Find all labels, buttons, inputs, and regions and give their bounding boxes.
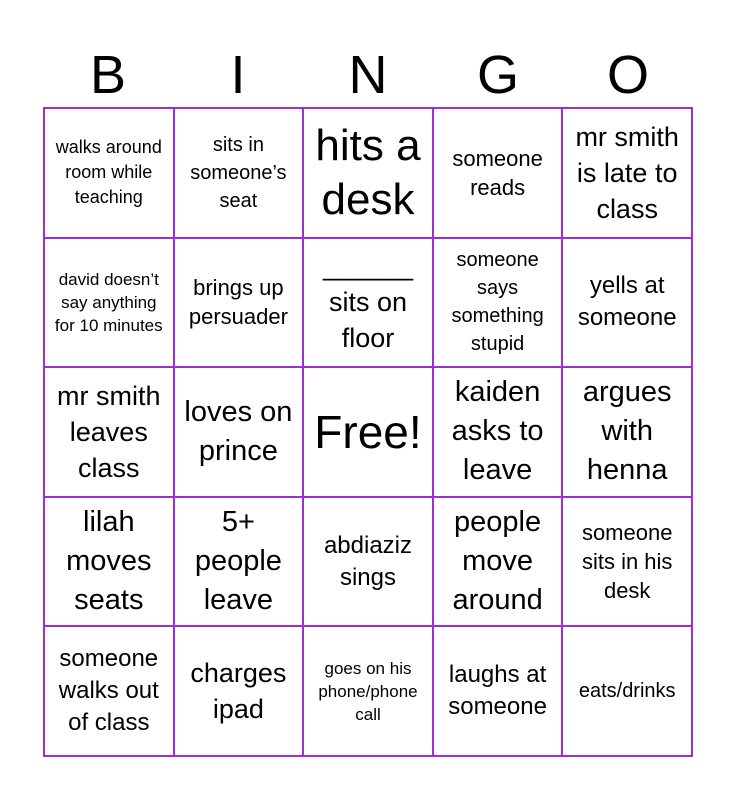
cell-text: charges ipad bbox=[190, 658, 287, 725]
cell-text: sits in someone’s seat bbox=[190, 133, 287, 212]
bingo-cell[interactable] bbox=[304, 627, 434, 757]
bingo-cell[interactable] bbox=[563, 627, 693, 757]
bingo-cell[interactable] bbox=[175, 498, 305, 628]
header-letter-g: G bbox=[476, 45, 519, 105]
cell-text: people move around bbox=[452, 506, 543, 617]
free-space-text: Free! bbox=[314, 405, 422, 458]
cell-text: someone says something stupid bbox=[451, 249, 544, 356]
bingo-cell[interactable] bbox=[175, 368, 305, 498]
bingo-cell[interactable] bbox=[45, 109, 175, 239]
cell-text: yells at someone bbox=[577, 272, 677, 332]
bingo-cell[interactable] bbox=[175, 109, 305, 239]
cell-text: ______ sits on floor bbox=[322, 251, 414, 354]
header-letter-i: I bbox=[230, 45, 246, 105]
header-letter-o: O bbox=[606, 45, 649, 105]
cell-text: loves on prince bbox=[184, 395, 293, 467]
bingo-header bbox=[43, 44, 693, 106]
cell-text: hits a desk bbox=[315, 120, 421, 224]
free-space[interactable] bbox=[304, 368, 434, 498]
bingo-cell[interactable] bbox=[304, 498, 434, 628]
cell-text: someone reads bbox=[452, 145, 543, 200]
cell-text: goes on his phone/phone call bbox=[318, 658, 418, 724]
bingo-cell[interactable] bbox=[304, 109, 434, 239]
cell-text: abdiaziz sings bbox=[323, 531, 413, 591]
bingo-cell[interactable] bbox=[45, 368, 175, 498]
bingo-cell[interactable] bbox=[563, 109, 693, 239]
cell-text: 5+ people leave bbox=[194, 506, 282, 617]
cell-text: brings up persuader bbox=[188, 275, 288, 330]
cell-text: mr smith leaves class bbox=[57, 380, 161, 483]
bingo-cell[interactable] bbox=[434, 498, 564, 628]
cell-text: mr smith is late to class bbox=[575, 121, 679, 224]
header-letter-b: B bbox=[89, 45, 127, 105]
bingo-board bbox=[43, 107, 693, 757]
cell-text: laughs at someone bbox=[448, 661, 547, 721]
bingo-cell[interactable] bbox=[175, 627, 305, 757]
bingo-cell[interactable] bbox=[304, 239, 434, 369]
cell-text: kaiden asks to leave bbox=[451, 376, 544, 487]
bingo-cell[interactable] bbox=[563, 498, 693, 628]
cell-text: walks around room while teaching bbox=[55, 137, 162, 208]
bingo-cell[interactable] bbox=[45, 239, 175, 369]
bingo-cell[interactable] bbox=[175, 239, 305, 369]
bingo-cell[interactable] bbox=[563, 368, 693, 498]
header-letter-n: N bbox=[348, 45, 388, 105]
bingo-cell[interactable] bbox=[434, 368, 564, 498]
bingo-cell[interactable] bbox=[434, 239, 564, 369]
cell-text: argues with henna bbox=[582, 376, 672, 487]
cell-text: lilah moves seats bbox=[66, 506, 152, 617]
bingo-cell[interactable] bbox=[45, 627, 175, 757]
bingo-cell[interactable] bbox=[45, 498, 175, 628]
cell-text: someone sits in his desk bbox=[581, 520, 673, 604]
cell-text: eats/drinks bbox=[578, 680, 676, 703]
bingo-cell[interactable] bbox=[563, 239, 693, 369]
bingo-cell[interactable] bbox=[434, 627, 564, 757]
cell-text: someone walks out of class bbox=[58, 645, 159, 737]
cell-text: david doesn’t say anything for 10 minutes bbox=[54, 269, 163, 335]
bingo-cell[interactable] bbox=[434, 109, 564, 239]
